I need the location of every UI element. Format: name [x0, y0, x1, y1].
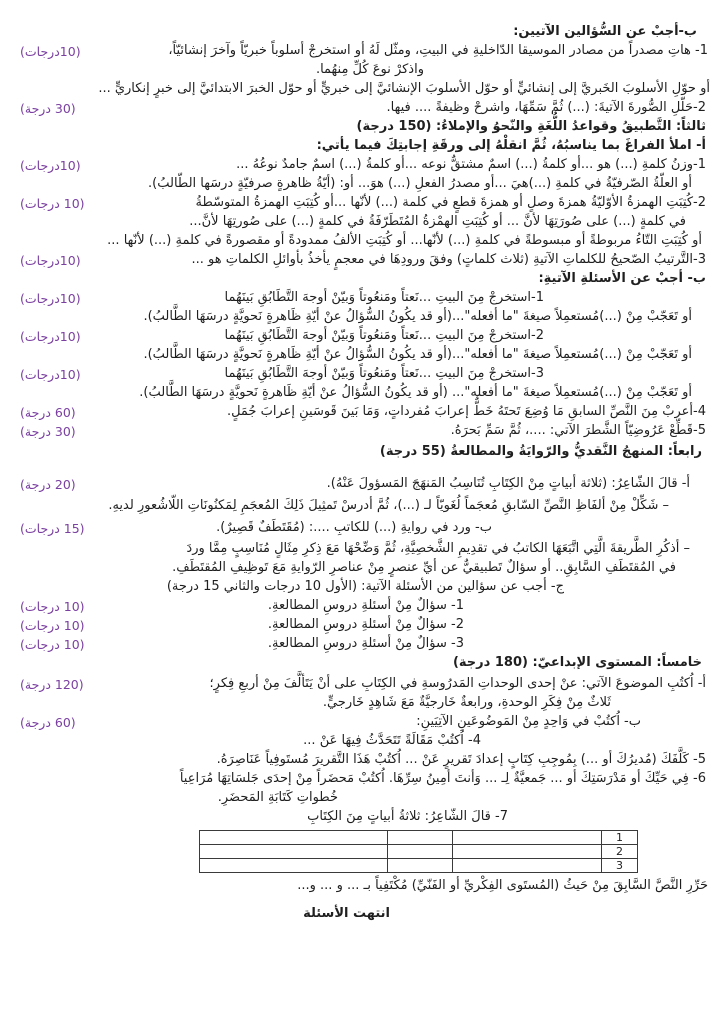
row-number-cell: 1	[602, 831, 638, 845]
marks-badge: (20 درجة)	[20, 477, 76, 492]
question-text: أ- قالَ الشّاعِرُ: (ثلاثة أبياتٍ مِنْ الكِتَابِ تُنَاسِبُ المَنهَجَ المَسؤولَ عَنْهُ).	[326, 476, 690, 491]
question-text: 6- فِي حَيِّكَ أو مَدْرَسَتِكَ أو ... جَمعيَّةٌ لِـ ... وَأنتَ أمِينُ سِرِّهَا. اُكتُبْ مَحضَراً مِنْ إحدَى جَلسَاتِهَا مُرَاعِياً	[179, 771, 706, 786]
reading-q2	[0, 615, 714, 634]
question-text: حَرِّرِ النَّصَّ السَّابِقَ مِنْ حَيثُ (المُستَوى الفِكْريِّ أو الفَنّيِّ) مُكْتَفِياً بـ ... و ... و...	[297, 878, 708, 893]
answer-cell	[388, 831, 453, 845]
heading-text: ب-أجبْ عن السُّؤالين الآتيين:	[513, 24, 697, 39]
marks-badge: (60 درجة)	[20, 715, 76, 730]
question-text: 4-أعربْ مِنَ النَّصِّ السابقِ مَا وُضِعَ تَحتَهُ خَطٌّ إعرابَ مُفرداتٍ، وَمَا بَينَ قَوسَينِ إعرابَ جُمَلٍ.	[226, 404, 706, 419]
reading-q3	[0, 634, 714, 653]
marks-badge: (10 درجات)	[20, 637, 85, 652]
q-a-lexicon-task	[0, 496, 714, 515]
question-text: أو حوّلِ الأسلوبَ الخَبريَّ إلى إنشائيٍّ أو حوّل الأسلوبَ الإنشائيَّ إلى خبريٍّ أو حوّل الخبرَ الابتدائيَّ إلى خبرٍ إنكاريٍّ ...	[98, 81, 710, 96]
part-b-heading	[0, 22, 714, 41]
question-text: 2-كُتِبَتِ الهمزةُ الأوّليّةُ همزةَ وصلٍ أو همزةَ قطعٍ في كلمة (...) لأنّها ...أو كُتِبَتِ الهمزةُ المتوسّطةُ	[195, 195, 706, 210]
question-text: أو تَعَجّبْ مِنْ (...)مُستعمِلاً صيغةَ "ما أفعله"... (أو قد يكُونُ السُّؤالُ عنْ أيّةِ ظَاهرةٍ نَحويَّةٍ درسَهَا الطَّالبُ).	[139, 385, 692, 400]
q3-dictionary-order	[0, 250, 714, 269]
part-a-fill-blanks-heading	[0, 136, 714, 155]
q2-extract-adjective	[0, 326, 714, 345]
question-text: 5- كَلَّفَكَ (مُديرُكَ أو ...) بِمُوجِبِ كِتَابٍ إعدادَ تَقريرٍ عَنْ ... اُكتُبْ هَذَا التَّقريرَ مُستَوفِياً عَنَاصِرَهُ.	[216, 752, 706, 767]
answer-cell	[200, 845, 388, 859]
question-text: 1- هاتِ مصدراً من مصادر الموسيقا الدّاخليةِ في البيتِ، ومثّل لَهُ أو استخرجْ أسلوباً خبريّاً وآخرَ إنشائيّاً،	[168, 43, 708, 58]
question-text: 1-وزنُ كلمةِ (...) هو ...أو كلمةُ (...) اسمٌ مشتقٌّ نوعه ...أو كلمةُ (...) اسمٌ جامدٌ نوعُهُ ...	[236, 157, 706, 172]
table-row	[200, 859, 638, 873]
topic-7-poet	[0, 807, 714, 826]
end-of-questions	[0, 904, 714, 923]
q-b-method-continuation	[0, 558, 714, 577]
q1-alternative	[0, 79, 714, 98]
q2-hamza	[0, 193, 714, 212]
question-text: واذكرْ نوعَ كُلِّ مِنهُما.	[315, 62, 424, 77]
question-text: ثَلاثٌ مِنْ فِكَرِ الوحدةِ، ورابعةٌ خَارجيَّةٌ مَعَ شَاهِدٍ خَارجيٍّ.	[322, 695, 611, 710]
section-three-heading	[0, 117, 714, 136]
question-text: – شَكِّلْ مِنْ ألفَاظِ النَّصِّ السّابقِ مُعجَماً لُغَويّاً لـ (...)، ثُمَّ أدرسْ تَمثِيلَ ذَلِكَ المُعجَمِ لِمَكنُونَاتِ اللّاشُعورِ لديهِ.	[108, 498, 669, 513]
answer-cell	[453, 845, 602, 859]
q5-prosody	[0, 421, 714, 440]
question-text: 7- قالَ الشّاعِرُ: ثلاثةُ أبياتٍ مِنَ الكِتَابِ	[307, 809, 508, 824]
marks-badge: (120 درجة)	[20, 677, 84, 692]
question-text: أ- اُكتُبِ الموضوعَ الآتي: عنْ إحدى الوحداتِ المَدرُوسةِ في الكِتَابِ على أنْ يَتَألَّفَ مِنْ أربعِ فِكرٍ؛	[209, 676, 706, 691]
q3-extract-adjective	[0, 364, 714, 383]
q1-music-sources	[0, 41, 714, 60]
question-text: 2-استخرجْ مِنَ البيتِ ...نَعتاً ومَنعُوتاً وَبيّنْ أوجهَ التَّطَابُقِ بَينَهُما	[224, 328, 544, 343]
marks-badge: (10درجات)	[20, 158, 81, 173]
question-text: 3-التَّرتيبُ الصّحيحُ للكلماتِ الآتيةِ (ثلاث كلماتٍ) وفقَ ورودِهَا في معجمٍ يأخذُ بأوائلِ الكلماتِ هو ...	[191, 252, 706, 267]
q-b-novel-excerpt	[0, 518, 714, 537]
marks-badge: (10درجات)	[20, 44, 81, 59]
topic-6-continuation	[0, 788, 714, 807]
question-text: 2-حَلّلِ الصُّورةَ الآتيةَ: (...) ثُمَّ سَمِّهَا، واشرحْ وظيفةً .... فيها.	[386, 100, 706, 115]
section-four-heading	[0, 442, 714, 461]
question-text: في كلمةٍ (...) على صُورَتِهَا لأنَّ ... أو كُتِبَتِ الهمْزةُ المُتَطَرّفَةُ في كلمةٍ (...) على صُورتِهَا لأنَّ...	[189, 214, 686, 229]
q3-alt-exclamation	[0, 383, 714, 402]
q2-hamza-continuation	[0, 212, 714, 231]
q1-extract-adjective	[0, 288, 714, 307]
q2-alt-taa-alif	[0, 231, 714, 250]
marks-badge: (10 درجات)	[20, 599, 85, 614]
q-b-method-task	[0, 539, 714, 558]
q4-parsing	[0, 402, 714, 421]
table-row	[200, 845, 638, 859]
heading-text: رابعاً: المنهجُ النَّقديُّ والرّوايَةُ والمطالعةُ (55 درجة)	[379, 444, 702, 459]
edit-text-line	[0, 876, 714, 895]
heading-text: أ- املأ الفراغَ بما يناسبُهُ، ثُمَّ انقلْهُ إلى ورقَةِ إجابتِكَ فيما يأتي:	[316, 138, 706, 153]
marks-badge: (10درجات)	[20, 329, 81, 344]
verses-answer-table	[199, 830, 638, 873]
question-text: 2- سؤالٌ مِنْ أسئلةِ دروسِ المطالعةِ.	[267, 617, 464, 632]
q2-alt-exclamation	[0, 345, 714, 364]
topic-6-minutes	[0, 769, 714, 788]
question-text: ب- اُكتُبْ في وَاحِدٍ مِنْ المَوضُوعَينِ الآتِيَينِ:	[416, 714, 641, 729]
question-text: 3-استخرجْ مِنَ البيتِ ...نَعتاً ومَنعُوتاً وَبيّنْ أوجهَ التَّطَابُقِ بَينَهُما	[224, 366, 544, 381]
question-text: 1-استخرجْ مِنَ البيتِ ...نَعتاً ومَنعُوتاً وَبيّنْ أوجهَ التَّطَابُقِ بَينَهُما	[224, 290, 544, 305]
answer-cell	[453, 831, 602, 845]
marks-badge: (10درجات)	[20, 291, 81, 306]
marks-badge: (30 درجة)	[20, 424, 76, 439]
row-number-cell: 2	[602, 845, 638, 859]
q-a-essay	[0, 674, 714, 693]
answer-cell	[453, 859, 602, 873]
reading-q1	[0, 596, 714, 615]
q1-alt-exclamation	[0, 307, 714, 326]
question-text: خُطواتِ كَتَابَةِ المَحضَرِ.	[217, 790, 338, 805]
topic-4-article	[0, 731, 714, 750]
part-c-heading	[0, 577, 714, 596]
marks-badge: (10درجات)	[20, 367, 81, 382]
heading-text: خامساً: المستوى الإبداعيّ: (180 درجة)	[452, 655, 702, 670]
answer-cell	[200, 831, 388, 845]
q-a-poet-verses	[0, 474, 714, 493]
marks-badge: (60 درجة)	[20, 405, 76, 420]
q-b-choose-topic	[0, 712, 714, 731]
question-text: أو تَعَجّبْ مِنْ (...)مُستعمِلاً صيغةَ "ما أفعله"...(أو قد يكُونُ السُّؤالُ عنْ أيّةِ ظَاهرةٍ نَحويَّةٍ درسَهَا الطَّالبُ).	[143, 309, 692, 324]
question-text: 4- اُكتُبْ مَقَالَةً تَتَحَدَّثُ فِيهَا عَنْ ...	[303, 733, 481, 748]
heading-text: ب- أجبْ عن الأسئلةِ الآتيةِ:	[538, 271, 706, 286]
marks-badge: (30 درجة)	[20, 101, 76, 116]
marks-badge: (15 درجات)	[20, 521, 85, 536]
section-five-heading	[0, 653, 714, 672]
q2-analyze-image	[0, 98, 714, 117]
footer-text: انتهت الأسئلة	[303, 906, 390, 921]
marks-badge: (10درجات)	[20, 253, 81, 268]
question-text: أو كُتِبَتِ التّاءُ مربوطةً أو مبسوطةً في كلمةِ (...) لأنّها... أو كُتِبَتِ الألفُ ممدودةً أو مقصورةً في كلمةِ (...) لأنّها ...	[107, 233, 702, 248]
answer-cell	[388, 845, 453, 859]
question-text: أو العلّةُ الصّرفيّةُ في كلمةِ (...)هيَ ...أو مصدرُ الفعلِ (...) هوَ... أو: (أيّةُ ظاهرةٍ صرفيّةٍ درسَها الطّالبُ).	[148, 176, 692, 191]
question-text: 1- سؤالٌ مِنْ أسئلةِ دروسِ المطالعةِ.	[267, 598, 464, 613]
q1-continuation	[0, 60, 714, 79]
q1-word-pattern	[0, 155, 714, 174]
marks-badge: (10 درجات)	[20, 196, 85, 211]
table-row	[200, 831, 638, 845]
heading-text: ثالثاً: التَّطبيقُ وقواعدُ اللُّغَةِ والنّحوُ والإملاءُ: (150 درجة)	[356, 119, 706, 134]
question-text: 3- سؤالٌ مِنْ أسئلةِ دروسِ المطالعةِ.	[267, 636, 464, 651]
question-text: في المُقتَطَفِ السَّابِقِ.. أو سؤالٌ تَطبيقيٌّ عن أيِّ عنصرٍ مِنْ عناصرِ الرّوايةِ مَعَ تَوظِيفِ المُقتَطَفِ.	[172, 560, 676, 575]
question-text: 5-قَطِّعْ عَرُوضِيّاً الشَّطرَ الآتي: ....، ثُمَّ سَمِّ بَحرَهُ.	[450, 423, 706, 438]
question-text: أو تَعَجّبْ مِنْ (...)مُستعمِلاً صيغةَ "ما أفعله"...(أو قد يكُونُ السُّؤالُ عنْ أيّةِ ظَاهرةٍ نَحويَّةٍ درسَهَا الطَّالبُ).	[143, 347, 692, 362]
answer-cell	[200, 859, 388, 873]
answer-cell	[388, 859, 453, 873]
question-text: – أذكُرِ الطَّريقةَ الَّتِي اتَّبَعَهَا الكاتبُ في تقدِيمِ الشَّخصِيَّةِ، ثُمَّ وَضِّحْهَا مَعَ ذِكرِ مِثَالٍ مُنَاسِبٍ مِمَّا وردَ	[186, 541, 690, 556]
question-text: ج- أجب عن سؤالين من الأسئلة الآتية: (الأول 10 درجات والثاني 15 درجة)	[166, 579, 564, 594]
q-a-essay-continuation	[0, 693, 714, 712]
topic-5-report	[0, 750, 714, 769]
row-number-cell: 3	[602, 859, 638, 873]
q1-alt-morphology	[0, 174, 714, 193]
marks-badge: (10 درجات)	[20, 618, 85, 633]
part-b-questions-heading	[0, 269, 714, 288]
question-text: ب- ورد في روايةِ (...) للكاتبِ ....: (مُقَتَطَفٌ قَصِيرٌ).	[216, 520, 492, 535]
